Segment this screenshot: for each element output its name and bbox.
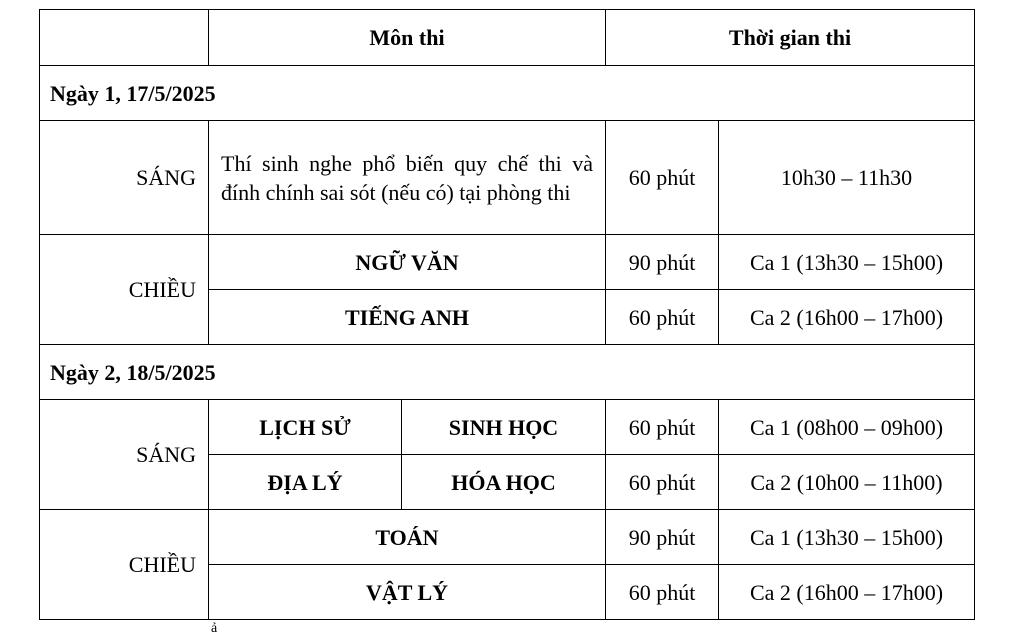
day2-afternoon-time-1: Ca 1 (13h30 – 15h00): [719, 510, 975, 565]
day2-afternoon-subject-2: VẬT LÝ: [209, 565, 606, 620]
day1-label: Ngày 1, 17/5/2025: [40, 66, 975, 121]
day1-afternoon-time-2: Ca 2 (16h00 – 17h00): [719, 290, 975, 345]
day2-morning-subject-a-2: ĐỊA LÝ: [209, 455, 402, 510]
day1-morning-row: [40, 121, 975, 235]
day1-afternoon-subject-2: TIẾNG ANH: [209, 290, 606, 345]
exam-schedule-table: [39, 9, 975, 620]
day1-afternoon-row-1: [40, 235, 975, 290]
day2-afternoon-session: CHIỀU: [40, 510, 209, 620]
header-time: Thời gian thi: [606, 10, 975, 66]
day1-row: [40, 66, 975, 121]
day1-afternoon-subject-1: NGỮ VĂN: [209, 235, 606, 290]
day1-morning-time: 10h30 – 11h30: [719, 121, 975, 235]
day2-afternoon-duration-2: 60 phút: [606, 565, 719, 620]
header-subject: Môn thi: [209, 10, 606, 66]
day1-afternoon-duration-1: 90 phút: [606, 235, 719, 290]
day2-morning-subject-b-1: SINH HỌC: [402, 400, 606, 455]
header-row: [40, 10, 975, 66]
day2-afternoon-time-2: Ca 2 (16h00 – 17h00): [719, 565, 975, 620]
day2-morning-session: SÁNG: [40, 400, 209, 510]
day2-afternoon-row-1: [40, 510, 975, 565]
day1-afternoon-session: CHIỀU: [40, 235, 209, 345]
day1-morning-duration: 60 phút: [606, 121, 719, 235]
day2-morning-subject-b-2: HÓA HỌC: [402, 455, 606, 510]
day2-label: Ngày 2, 18/5/2025: [40, 345, 975, 400]
day1-afternoon-time-1: Ca 1 (13h30 – 15h00): [719, 235, 975, 290]
day2-morning-time-1: Ca 1 (08h00 – 09h00): [719, 400, 975, 455]
day2-afternoon-subject-1: TOÁN: [209, 510, 606, 565]
day2-morning-duration-2: 60 phút: [606, 455, 719, 510]
day2-afternoon-duration-1: 90 phút: [606, 510, 719, 565]
cut-off-footnote-text: ả: [211, 621, 218, 636]
day2-morning-subject-a-1: LỊCH SỬ: [209, 400, 402, 455]
day1-afternoon-duration-2: 60 phút: [606, 290, 719, 345]
day2-morning-duration-1: 60 phút: [606, 400, 719, 455]
day2-morning-time-2: Ca 2 (10h00 – 11h00): [719, 455, 975, 510]
header-empty-cell: [40, 10, 209, 66]
day2-morning-row-1: [40, 400, 975, 455]
day1-morning-session: SÁNG: [40, 121, 209, 235]
day1-morning-subject: Thí sinh nghe phổ biến quy chế thi và đính chính sai sót (nếu có) tại phòng thi: [209, 121, 606, 235]
day2-row: [40, 345, 975, 400]
